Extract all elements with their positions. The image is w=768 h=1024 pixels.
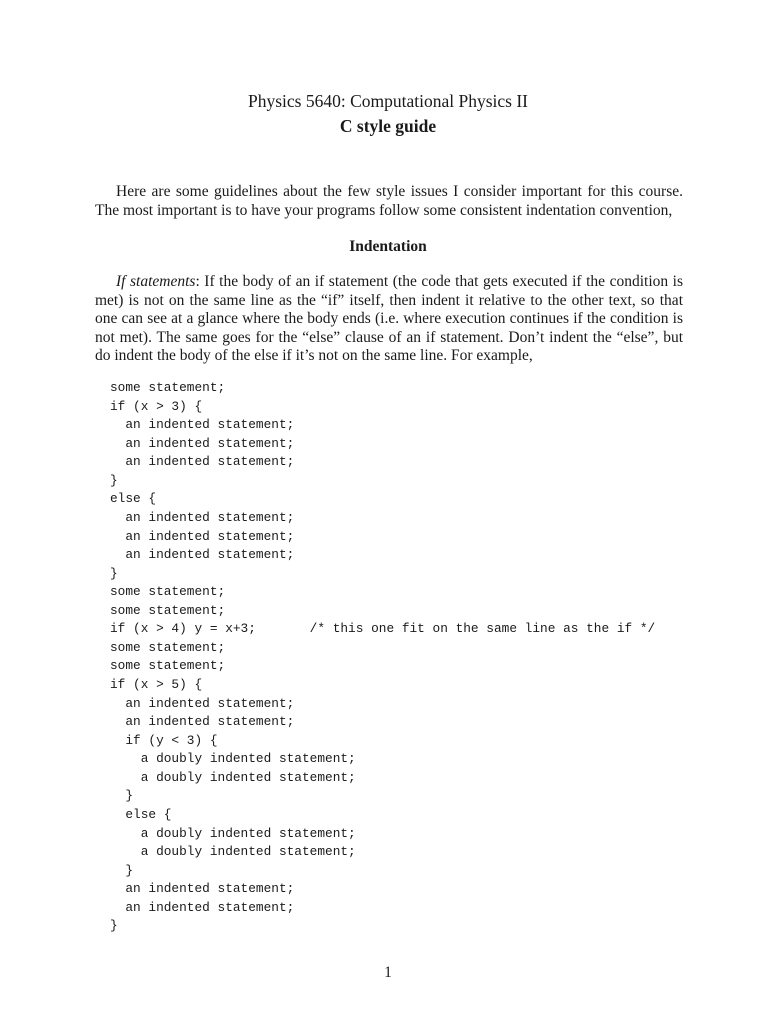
code-line: if (x > 5) {	[110, 677, 203, 692]
code-line: }	[110, 918, 118, 934]
code-line: an indented statement;	[110, 509, 295, 525]
code-line: }	[110, 472, 118, 488]
code-line: an indented statement;	[110, 528, 295, 544]
code-line: a doubly indented statement;	[110, 751, 356, 767]
code-line: }	[110, 565, 118, 581]
code-line: an indented statement;	[110, 435, 295, 451]
page-number: 1	[384, 964, 392, 981]
if-statements-paragraph	[95, 273, 683, 366]
code-line: an indented statement;	[110, 417, 295, 433]
section-heading-indentation: Indentation	[349, 238, 427, 255]
code-line: a doubly indented statement;	[110, 825, 356, 841]
code-line: else {	[110, 491, 157, 507]
code-line: some statement;	[110, 639, 226, 655]
code-line: an indented statement;	[110, 454, 295, 470]
intro-paragraph	[95, 183, 683, 220]
document-title: C style guide	[339, 116, 437, 136]
code-line: if (x > 3) {	[110, 398, 203, 414]
code-line: an indented statement;	[110, 695, 295, 711]
if-statements-text	[95, 273, 683, 366]
code-line: }	[110, 788, 134, 804]
code-line: else {	[110, 806, 172, 822]
code-line: an indented statement;	[110, 714, 295, 730]
code-line: a doubly indented statement;	[110, 844, 356, 860]
if-statements-lead: If statements	[116, 273, 196, 290]
code-line: an indented statement;	[110, 881, 295, 897]
code-line: }	[110, 862, 134, 878]
course-title: Physics 5640: Computational Physics II	[248, 91, 528, 111]
code-line: an indented statement;	[110, 547, 295, 563]
code-line: if (y < 3) {	[110, 732, 218, 748]
code-line: if (x > 4) y = x+3; /* this one fit on the same line as the if */	[110, 621, 656, 637]
code-line: some statement;	[110, 380, 226, 395]
intro-text: Here are some guidelines about the few style issues I consider important for this course. The most important is to have your programs follow some consistent indentation convention,	[95, 183, 683, 219]
if-statements-body: : If the body of an if statement (the code that gets executed if the condition is met) is not on the same line as the “if” itself, then indent it relative to the other text, so that one can see at a glance where the body ends (i.e. where execution continues if the condition is not met). The same goes for the “else” clause of an if statement. Don’t indent the “else”, but do indent the body of the else if it’s not on the same line. For example,	[95, 273, 684, 365]
code-example	[110, 379, 655, 936]
code-line: a doubly indented statement;	[110, 769, 356, 785]
code-line: some statement;	[110, 602, 226, 618]
code-line: some statement;	[110, 658, 226, 674]
code-line: some statement;	[110, 584, 226, 600]
code-line: an indented statement;	[110, 899, 295, 915]
